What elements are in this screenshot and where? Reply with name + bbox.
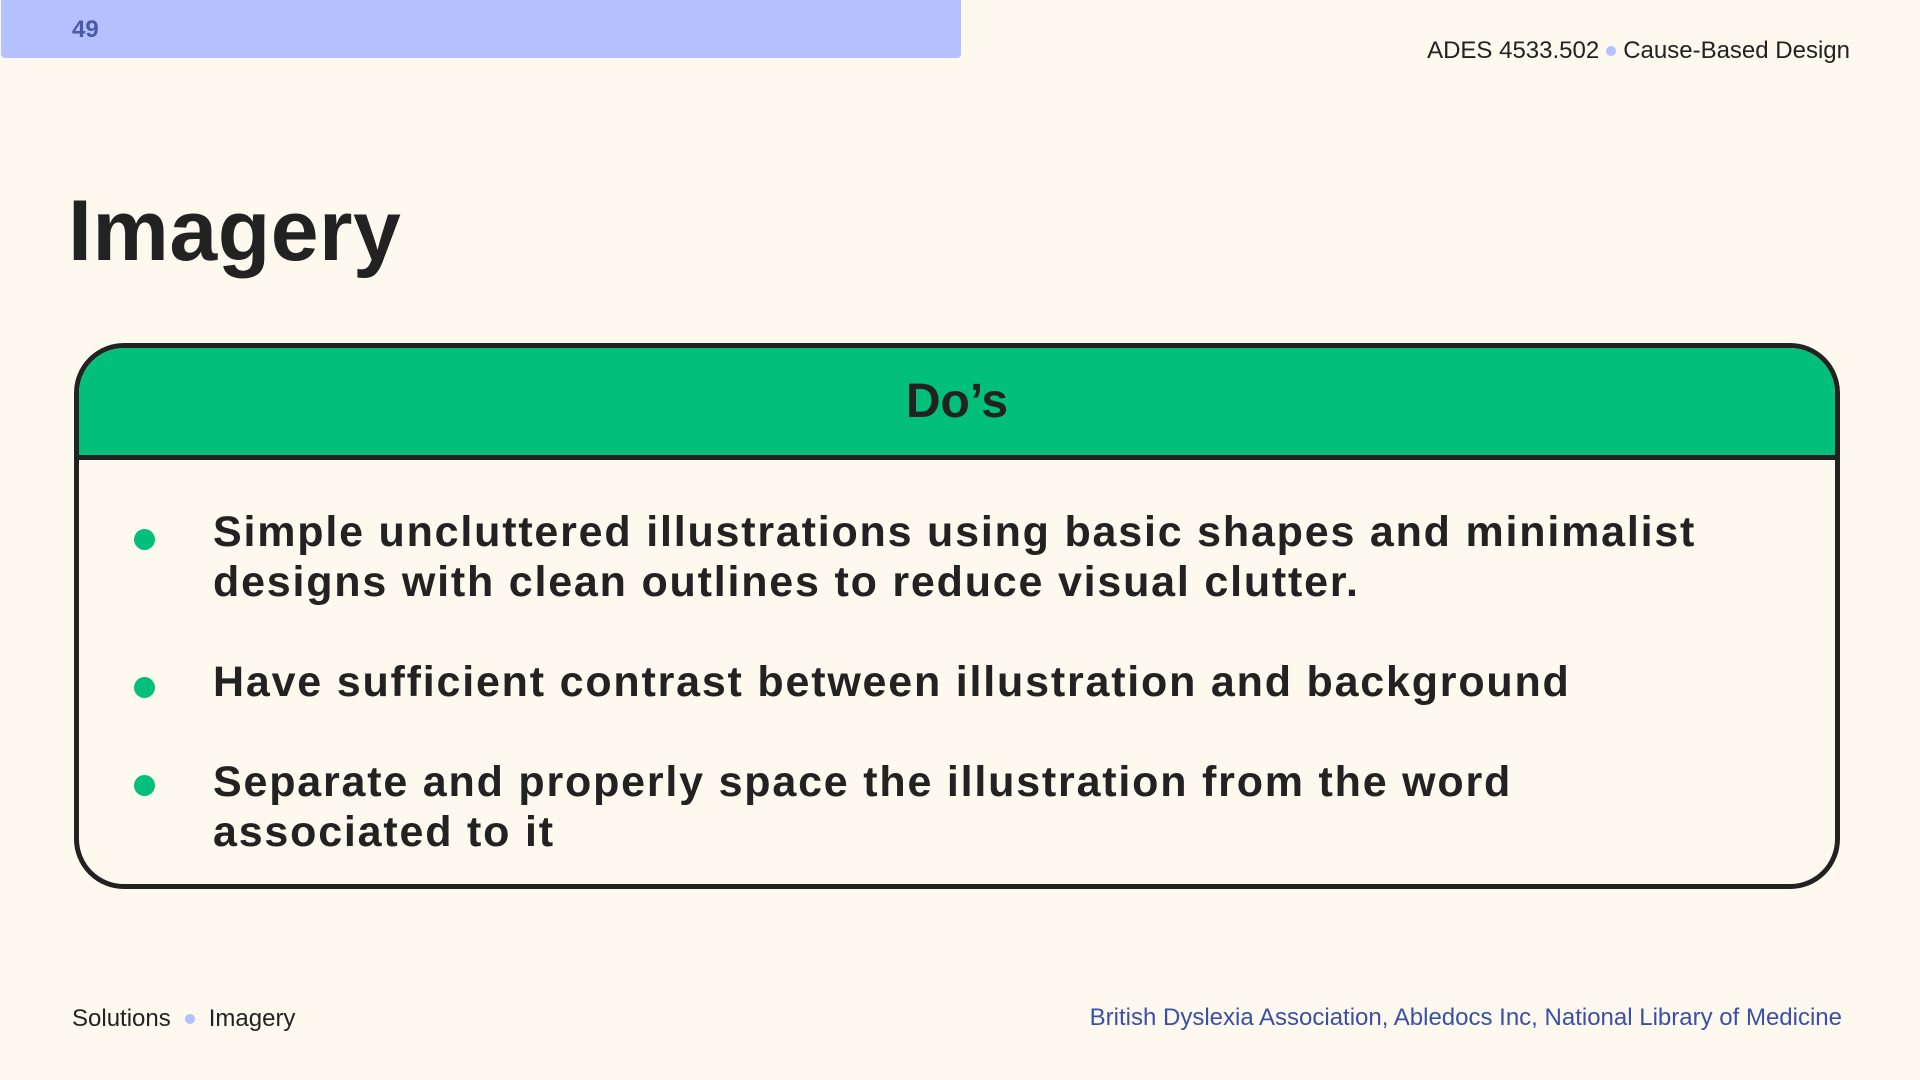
course-name: Cause-Based Design [1623,37,1850,64]
source-citation: British Dyslexia Association, Abledocs Inc, National Library of Medicine [1089,1004,1842,1031]
course-label [1427,37,1850,65]
slide-title: Imagery [68,183,402,279]
section-breadcrumb [72,1005,295,1033]
separator-dot [185,1014,195,1024]
list-item-text: Have sufficient contrast between illustration and background [213,658,1571,706]
breadcrumb-section: Solutions [72,1005,171,1032]
bullet-dot [134,529,155,550]
list-item-text: Separate and properly space the illustration from the word associated to it [213,758,1513,856]
list-item-text: Simple uncluttered illustrations using basic shapes and minimalist designs with clean outlines to reduce visual clutter. [213,508,1697,606]
page-number-bar [1,0,961,58]
page-number: 49 [72,16,99,43]
dos-card-heading: Do’s [79,348,1835,460]
bullet-dot [134,775,155,796]
course-code: ADES 4533.502 [1427,37,1600,64]
separator-dot [1606,46,1616,56]
bullet-dot [134,677,155,698]
breadcrumb-subsection: Imagery [208,1005,296,1032]
dos-card [74,343,1840,889]
